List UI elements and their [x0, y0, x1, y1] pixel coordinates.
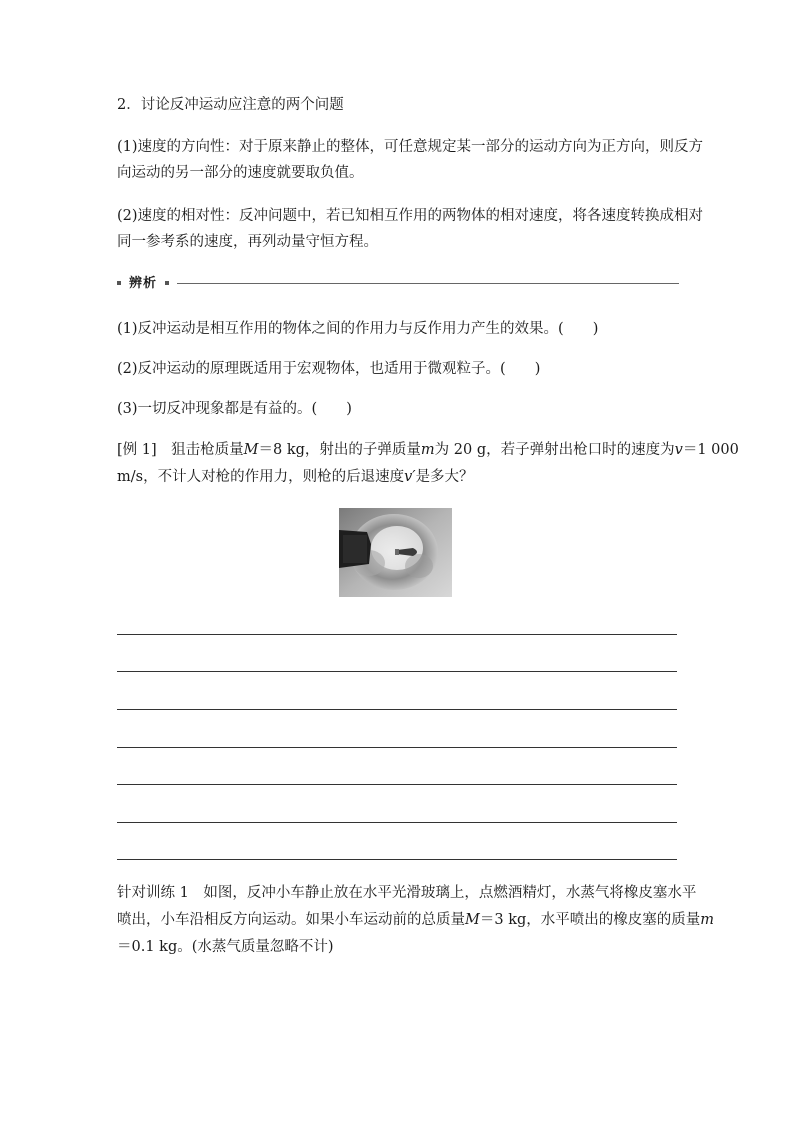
analysis-q3: (3)一切反冲现象都是有益的。( ) — [117, 401, 352, 417]
example-tag: [例 1] — [117, 442, 157, 458]
answer-line[interactable] — [117, 859, 677, 860]
symbol-v: v — [674, 442, 683, 458]
answer-line[interactable] — [117, 822, 677, 823]
answer-line[interactable] — [117, 709, 677, 710]
symbol-M: M — [465, 912, 480, 928]
section-heading: 2．讨论反冲运动应注意的两个问题 — [117, 97, 344, 113]
analysis-q2: (2)反冲运动的原理既适用于宏观物体，也适用于微观粒子。( ) — [117, 361, 541, 377]
symbol-m: m — [700, 912, 715, 928]
item1-line1: (1)速度的方向性：对于原来静止的整体，可任意规定某一部分的运动方向为正方向，则反方 — [117, 139, 704, 155]
bullet-leaving-barrel-photo-icon — [339, 508, 452, 597]
symbol-v-prime: v′ — [404, 469, 416, 485]
exercise-line2: 喷出，小车沿相反方向运动。如果小车运动前的总质量M＝3 kg，水平喷出的橡皮塞的质量m — [117, 912, 715, 928]
exercise-line3: ＝0.1 kg。(水蒸气质量忽略不计) — [117, 939, 334, 955]
analysis-divider — [117, 277, 679, 289]
answer-line[interactable] — [117, 634, 677, 635]
symbol-m: m — [420, 442, 435, 458]
divider-square-icon — [165, 281, 169, 285]
answer-line[interactable] — [117, 747, 677, 748]
exercise-line1: 针对训练 1 如图，反冲小车静止放在水平光滑玻璃上，点燃酒精灯，水蒸气将橡皮塞水平 — [117, 885, 697, 901]
example-line1: [例 1] 狙击枪质量M＝8 kg，射出的子弹质量m为 20 g，若子弹射出枪口时的速度为v＝1 000 — [117, 442, 739, 458]
analysis-label: 辨析 — [129, 276, 158, 291]
example-line2: m/s，不计人对枪的作用力，则枪的后退速度v′是多大？ — [117, 469, 474, 485]
divider-line — [177, 283, 679, 284]
item2-line2: 同一参考系的速度，再列动量守恒方程。 — [117, 234, 378, 250]
analysis-q1: (1)反冲运动是相互作用的物体之间的作用力与反作用力产生的效果。( ) — [117, 321, 599, 337]
answer-line[interactable] — [117, 784, 677, 785]
symbol-M: M — [243, 442, 259, 458]
divider-square-icon — [117, 281, 121, 285]
answer-line[interactable] — [117, 671, 677, 672]
item1-line2: 向运动的另一部分的速度就要取负值。 — [117, 165, 364, 181]
item2-line1: (2)速度的相对性：反冲问题中，若已知相互作用的两物体的相对速度，将各速度转换成相对 — [117, 208, 704, 224]
